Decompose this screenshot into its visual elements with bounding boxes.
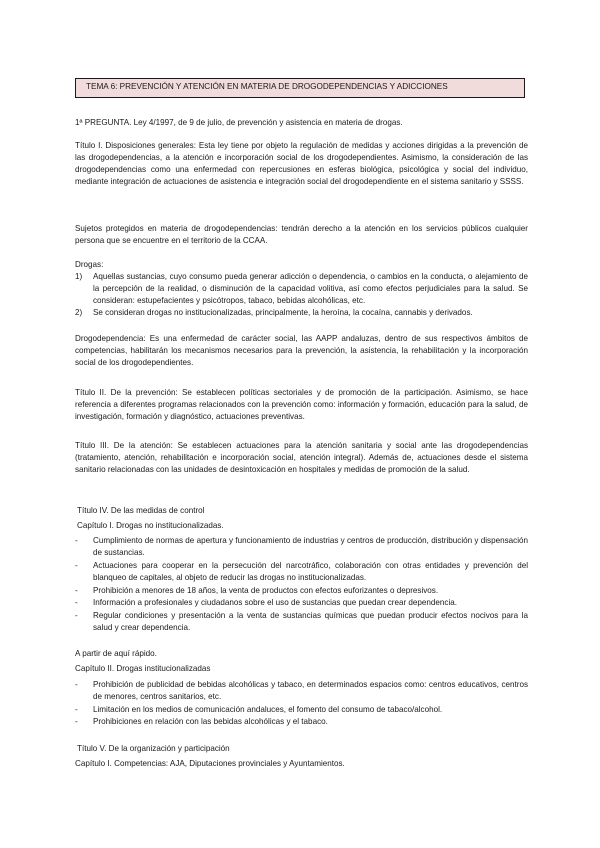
list-item xyxy=(75,704,528,716)
list-item-text: Limitación en los medios de comunicación andaluces, el fomento del consumo de tabaco/alcohol. xyxy=(93,705,443,714)
list-item xyxy=(75,271,528,307)
titulo-3-paragraph: Título III. De la atención: Se establecen actuaciones para la atención sanitaria y social ante las drogodependencias (tratamiento, atención, rehabilitación e incorporación social, atención integral). Además de, actuaciones desde el sistema sanitario relacionadas con las unidades de desintoxicación en hospitales y medidas de promoción de la salud. xyxy=(75,441,528,474)
bullet-dash: - xyxy=(75,598,78,607)
sujetos-paragraph: Sujetos protegidos en materia de drogodependencias: tendrán derecho a la atención en los servicios públicos cualquier persona que se encuentre en el territorio de la CCAA. xyxy=(75,224,528,245)
topic-title: TEMA 6: PREVENCIÓN Y ATENCIÓN EN MATERIA DE DROGODEPENDENCIAS Y ADICCIONES xyxy=(86,82,448,91)
topic-title-box xyxy=(75,78,525,98)
capitulo-1-heading: Capítulo I. Drogas no institucionalizadas. xyxy=(77,521,224,530)
bullet-dash: - xyxy=(75,611,78,620)
drogas-label: Drogas: xyxy=(75,260,104,269)
list-item xyxy=(75,597,528,609)
titulo-1-paragraph: Título I. Disposiciones generales: Esta ley tiene por objeto la regulación de medidas y acciones dirigidas a la prevención de las drogodependencias, a la atención e incorporación social de los drogodependientes. Asimismo, la consideración de las drogodependencias como una enfermedad con repercusiones en esferas biológica, psicológica y social del individuo, mediante integración de actuaciones de asistencia e integración social del drogodependiente en el sistema sanitario y SSSS. xyxy=(75,141,528,186)
list-item-text: Regular condiciones y presentación a la venta de sustancias químicas que puedan producir efectos nocivos para la salud y crear dependencia. xyxy=(93,611,528,632)
note-text: A partir de aquí rápido. xyxy=(75,649,157,658)
bullet-dash: - xyxy=(75,717,78,726)
competencias-line: Capítulo I. Competencias: AJA, Diputaciones provinciales y Ayuntamientos. xyxy=(75,759,345,768)
drogodependencia-paragraph: Drogodependencia: Es una enfermedad de carácter social, las AAPP andaluzas, dentro de sus respectivos ámbitos de competencias, habilitarán los mecanismos necesarios para la prevención, la asistencia, la rehabilitación y la incorporación social de los drogodependientes. xyxy=(75,334,528,367)
list-item xyxy=(75,585,528,597)
list-item-text: Prohibición a menores de 18 años, la venta de productos con efectos euforizantes o depresivos. xyxy=(93,586,439,595)
list-item-text: Actuaciones para cooperar en la persecución del narcotráfico, colaboración con otras entidades y prevención del blanqueo de capitales, al objeto de reducir las drogas no institucionalizadas. xyxy=(93,561,528,582)
list-item xyxy=(75,679,528,703)
capitulo-2-heading: Capítulo II. Drogas institucionalizadas xyxy=(75,664,211,673)
bullet-dash: - xyxy=(75,536,78,545)
list-item-text: Prohibición de publicidad de bebidas alcohólicas y tabaco, en determinados espacios como: centros educativos, centros de menores, centros sanitarios, etc. xyxy=(93,680,528,701)
question-heading: 1ª PREGUNTA. Ley 4/1997, de 9 de julio, de prevención y asistencia en materia de drogas. xyxy=(75,118,403,127)
list-item xyxy=(75,610,528,634)
titulo-5-heading: Título V. De la organización y participación xyxy=(77,744,230,753)
bullet-dash: - xyxy=(75,561,78,570)
list-marker: 2) xyxy=(75,308,83,317)
list-item-text: Se consideran drogas no institucionalizadas, principalmente, la heroína, la cocaína, cannabis y derivados. xyxy=(93,308,473,317)
titulo-2-paragraph: Título II. De la prevención: Se establecen políticas sectoriales y de promoción de la participación. Asimismo, se hace referencia a diferentes programas relacionados con la prevención como: información y formación, educación para la salud, de investigación, formación y diagnóstico, actuaciones preventivas. xyxy=(75,388,528,421)
bullet-dash: - xyxy=(75,705,78,714)
list-item-text: Prohibiciones en relación con las bebidas alcohólicas y el tabaco. xyxy=(93,717,328,726)
titulo-4-heading: Título IV. De las medidas de control xyxy=(77,506,205,515)
list-item xyxy=(75,307,528,319)
list-item xyxy=(75,535,528,559)
bullet-dash: - xyxy=(75,586,78,595)
list-item xyxy=(75,560,528,584)
list-item xyxy=(75,716,528,728)
list-item-text: Información a profesionales y ciudadanos sobre el uso de sustancias que puedan crear dependencia. xyxy=(93,598,458,607)
list-item-text: Aquellas sustancias, cuyo consumo pueda generar adicción o dependencia, o cambios en la conducta, o alejamiento de la percepción de la realidad, o disminución de la capacidad volitiva, así como efectos perjudiciales para la salud. Se consideran: estupefacientes y psicótropos, tabaco, bebidas alcohólicas, etc. xyxy=(93,272,528,305)
bullet-dash: - xyxy=(75,680,78,689)
list-marker: 1) xyxy=(75,272,83,281)
list-item-text: Cumplimiento de normas de apertura y funcionamiento de industrias y centros de producción, distribución y dispensación de sustancias. xyxy=(93,536,528,557)
